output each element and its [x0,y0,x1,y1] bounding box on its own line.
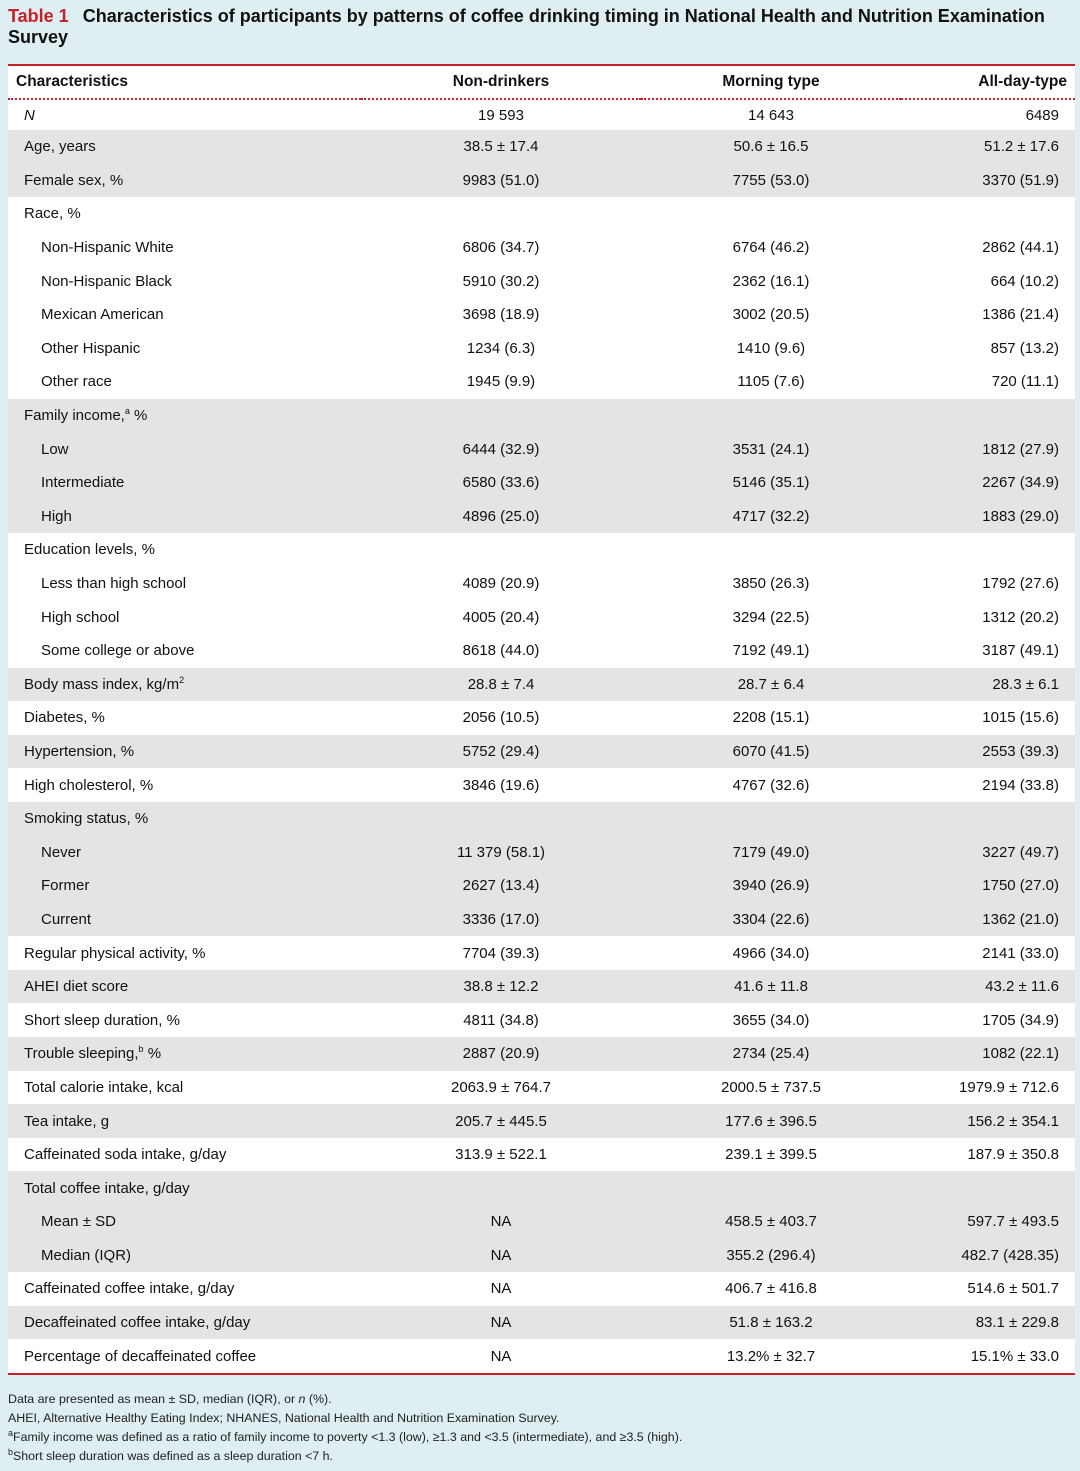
table-row [8,1171,1075,1205]
table-row [8,500,1075,534]
table-row [8,99,1075,130]
cell-non-drinkers: 2887 (20.9) [361,1037,641,1071]
table-row [8,231,1075,265]
cell-non-drinkers: NA [490,1347,512,1365]
table-row [8,365,1075,399]
cell-non-drinkers: 19 593 [478,106,524,124]
row-label: Short sleep duration, % [24,1011,180,1029]
table-row [8,802,1075,836]
row-label: High school [41,608,120,626]
cell-morning-type: 3940 (26.9) [641,869,901,903]
cell-non-drinkers: 38.8 ± 12.2 [361,970,641,1004]
cell-all-day-type: 664 (10.2) [990,272,1059,290]
header-non-drinkers: Non-drinkers [361,66,641,99]
cell-non-drinkers: 2063.9 ± 764.7 [451,1078,551,1096]
cell-non-drinkers: 1945 (9.9) [466,373,536,391]
header-all-day-type: All-day-type [901,66,1075,99]
row-label: Tea intake, g [8,1104,361,1138]
footnote-text: Family income was defined as a ratio of family income to poverty <1.3 (low), ≥1.3 and <3.5 (intermediate), and ≥3.5 (high). [13,1430,683,1444]
table-row [8,1272,1075,1306]
cell-morning-type: 50.6 ± 16.5 [641,130,901,164]
cell-morning-type: 7755 (53.0) [641,164,901,198]
table-footnotes [8,1390,1072,1466]
table-row [8,1003,1075,1037]
table-row [8,197,1075,231]
cell-all-day-type: 1812 (27.9) [901,432,1075,466]
footnote-b [8,1447,1072,1466]
cell-morning-type [641,399,901,433]
cell-morning-type [641,533,901,567]
cell-all-day-type: 3187 (49.1) [982,642,1059,660]
row-label [8,1037,361,1071]
row-label [8,399,361,433]
cell-non-drinkers: NA [490,1280,512,1298]
cell-morning-type: 5146 (35.1) [641,466,901,500]
footnote-marker: b [8,1446,14,1457]
table-row [8,399,1075,433]
row-label: Less than high school [41,575,187,593]
cell-non-drinkers [361,1171,641,1205]
cell-morning-type: 3304 (22.6) [641,903,901,937]
cell-morning-type: 3655 (34.0) [732,1011,810,1029]
footnote-text: Short sleep duration was defined as a sleep duration <7 h. [13,1449,333,1463]
cell-morning-type: 13.2% ± 32.7 [726,1347,816,1365]
table-row [8,466,1075,500]
table-row [8,332,1075,366]
superscript: 2 [179,674,185,685]
row-label-text: Body mass index, kg/m [24,675,180,693]
row-label: Mean ± SD [8,1205,361,1239]
cell-non-drinkers [361,533,641,567]
table-row [8,1037,1075,1071]
table-row [8,164,1075,198]
table-header-row [8,66,1075,99]
table-row [8,1071,1075,1105]
row-label: Other race [41,373,112,391]
cell-non-drinkers: 313.9 ± 522.1 [455,1146,547,1164]
cell-morning-type: 14 643 [748,106,794,124]
table-row [8,668,1075,702]
cell-all-day-type [901,399,1075,433]
cell-morning-type: 3531 (24.1) [641,432,901,466]
cell-all-day-type: 28.3 ± 6.1 [901,668,1075,702]
cell-non-drinkers: 8618 (44.0) [462,642,540,660]
table-row [8,970,1075,1004]
cell-non-drinkers [361,399,641,433]
table-row [8,869,1075,903]
characteristics-table-container [8,64,1075,1375]
row-label: Never [8,835,361,869]
cell-morning-type: 3294 (22.5) [732,608,810,626]
cell-all-day-type: 1792 (27.6) [982,575,1059,593]
cell-all-day-type: 482.7 (428.35) [901,1239,1075,1273]
row-label: Caffeinated coffee intake, g/day [24,1280,235,1298]
footnote-marker: a [124,406,130,417]
table-row [8,768,1075,802]
row-label: Former [8,869,361,903]
cell-all-day-type: 156.2 ± 354.1 [901,1104,1075,1138]
cell-morning-type: 4966 (34.0) [732,944,810,962]
row-label: Diabetes, % [24,709,105,727]
cell-all-day-type [901,533,1075,567]
cell-all-day-type: 1705 (34.9) [982,1011,1059,1029]
cell-all-day-type: 2267 (34.9) [901,466,1075,500]
row-label: Percentage of decaffeinated coffee [24,1347,257,1365]
table-row [8,735,1075,769]
cell-morning-type: 2000.5 ± 737.5 [721,1078,821,1096]
footnote-marker: a [8,1427,14,1438]
cell-non-drinkers: 4896 (25.0) [361,500,641,534]
cell-all-day-type: 2553 (39.3) [901,735,1075,769]
cell-morning-type: 1105 (7.6) [737,373,805,391]
cell-non-drinkers: 205.7 ± 445.5 [361,1104,641,1138]
cell-morning-type: 51.8 ± 163.2 [641,1306,901,1340]
header-characteristics: Characteristics [8,66,361,99]
row-label-text: Trouble sleeping, [24,1045,139,1063]
row-label: Female sex, % [8,164,361,198]
cell-morning-type [641,197,901,231]
table-row [8,701,1075,735]
cell-all-day-type: 1386 (21.4) [982,306,1059,324]
row-label: High cholesterol, % [24,776,154,794]
cell-all-day-type: 1979.9 ± 712.6 [959,1078,1059,1096]
cell-morning-type: 2734 (25.4) [641,1037,901,1071]
table-row [8,634,1075,668]
cell-morning-type: 41.6 ± 11.8 [641,970,901,1004]
row-label: AHEI diet score [8,970,361,1004]
cell-all-day-type: 857 (13.2) [990,339,1059,357]
cell-non-drinkers: 6580 (33.6) [361,466,641,500]
footnote-abbreviations: AHEI, Alternative Healthy Eating Index; NHANES, National Health and Nutrition Examination Survey. [8,1411,560,1425]
cell-non-drinkers: 4005 (20.4) [462,608,540,626]
row-label: Total coffee intake, g/day [8,1171,361,1205]
cell-non-drinkers [361,197,641,231]
cell-morning-type [641,1171,901,1205]
row-label: Race, % [24,205,81,223]
cell-all-day-type: 1312 (20.2) [982,608,1059,626]
row-label-suffix: % [143,1045,162,1063]
row-label [8,668,361,702]
cell-morning-type: 7179 (49.0) [641,835,901,869]
cell-all-day-type: 597.7 ± 493.5 [901,1205,1075,1239]
cell-non-drinkers: 28.8 ± 7.4 [361,668,641,702]
cell-non-drinkers: NA [361,1239,641,1273]
cell-morning-type: 4717 (32.2) [641,500,901,534]
cell-all-day-type: 2194 (33.8) [982,776,1059,794]
cell-morning-type: 6764 (46.2) [732,239,810,257]
table-row [8,1104,1075,1138]
cell-all-day-type [901,1171,1075,1205]
cell-non-drinkers: 38.5 ± 17.4 [361,130,641,164]
row-label: Median (IQR) [8,1239,361,1273]
cell-non-drinkers: 9983 (51.0) [361,164,641,198]
table-row [8,1138,1075,1172]
row-label: Total calorie intake, kcal [24,1078,184,1096]
cell-all-day-type: 43.2 ± 11.6 [901,970,1075,1004]
cell-all-day-type: 1883 (29.0) [901,500,1075,534]
cell-all-day-type: 2862 (44.1) [982,239,1059,257]
cell-morning-type: 3002 (20.5) [732,306,810,324]
table-row [8,1239,1075,1273]
cell-all-day-type: 51.2 ± 17.6 [901,130,1075,164]
row-label: Intermediate [8,466,361,500]
cell-all-day-type: 15.1% ± 33.0 [970,1347,1059,1365]
table-label: Table 1 [8,6,69,26]
cell-all-day-type [901,802,1075,836]
row-label: Age, years [8,130,361,164]
row-label: Smoking status, % [8,802,361,836]
cell-non-drinkers [361,802,641,836]
table-title-text: Characteristics of participants by patterns of coffee drinking timing in National Health and Nutrition Examination Survey [8,6,1045,47]
cell-non-drinkers: 2627 (13.4) [361,869,641,903]
row-label: Education levels, % [24,541,155,559]
cell-morning-type: 3850 (26.3) [732,575,810,593]
table-row [8,567,1075,601]
cell-all-day-type: 83.1 ± 229.8 [901,1306,1075,1340]
cell-morning-type: 7192 (49.1) [732,642,810,660]
table-row [8,130,1075,164]
cell-all-day-type: 1362 (21.0) [901,903,1075,937]
cell-all-day-type: 3370 (51.9) [901,164,1075,198]
footnote-a [8,1428,1072,1447]
cell-all-day-type: 1015 (15.6) [982,709,1059,727]
table-row [8,533,1075,567]
cell-non-drinkers: 7704 (39.3) [462,944,540,962]
footnote-italic-n: n [298,1392,306,1406]
row-label: Low [8,432,361,466]
row-label: Mexican American [41,306,164,324]
cell-non-drinkers: 3846 (19.6) [462,776,540,794]
cell-all-day-type: 6489 [1025,106,1059,124]
table-row [8,432,1075,466]
cell-morning-type: 458.5 ± 403.7 [641,1205,901,1239]
row-label: Some college or above [41,642,195,660]
cell-non-drinkers: 3698 (18.9) [462,306,540,324]
cell-morning-type: 406.7 ± 416.8 [725,1280,817,1298]
characteristics-table [8,66,1075,1373]
cell-non-drinkers: 3336 (17.0) [361,903,641,937]
cell-all-day-type: 187.9 ± 350.8 [967,1146,1059,1164]
cell-all-day-type: 1750 (27.0) [901,869,1075,903]
footnote-data-format [8,1390,1072,1409]
row-label: Non-Hispanic White [41,239,174,257]
row-label-suffix: % [129,407,148,425]
table-row [8,1205,1075,1239]
table-row [8,1339,1075,1373]
cell-non-drinkers: NA [361,1205,641,1239]
row-label: Caffeinated soda intake, g/day [24,1146,227,1164]
table-row [8,264,1075,298]
footnote-marker: b [138,1044,144,1055]
footnote-text: Data are presented as mean ± SD, median (IQR), or [8,1392,299,1406]
table-title [8,6,1072,48]
cell-morning-type: 239.1 ± 399.5 [725,1146,817,1164]
table-row [8,1306,1075,1340]
cell-all-day-type: 3227 (49.7) [901,835,1075,869]
table-row [8,835,1075,869]
table-row [8,903,1075,937]
cell-morning-type: 177.6 ± 396.5 [641,1104,901,1138]
cell-morning-type: 28.7 ± 6.4 [641,668,901,702]
row-label: Hypertension, % [8,735,361,769]
row-label: Other Hispanic [41,339,141,357]
row-label: Non-Hispanic Black [41,272,172,290]
table-row [8,936,1075,970]
header-morning-type: Morning type [641,66,901,99]
cell-morning-type: 2362 (16.1) [732,272,810,290]
cell-non-drinkers: NA [361,1306,641,1340]
row-label: Current [8,903,361,937]
cell-all-day-type: 2141 (33.0) [982,944,1059,962]
cell-non-drinkers: 4089 (20.9) [462,575,540,593]
cell-non-drinkers: 6806 (34.7) [462,239,540,257]
cell-morning-type: 4767 (32.6) [732,776,810,794]
cell-morning-type: 6070 (41.5) [641,735,901,769]
row-label: High [8,500,361,534]
cell-non-drinkers: 11 379 (58.1) [361,835,641,869]
table-row [8,600,1075,634]
cell-all-day-type: 1082 (22.1) [901,1037,1075,1071]
row-label: Decaffeinated coffee intake, g/day [8,1306,361,1340]
cell-morning-type: 2208 (15.1) [732,709,810,727]
cell-morning-type [641,802,901,836]
table-row [8,298,1075,332]
cell-non-drinkers: 5910 (30.2) [462,272,540,290]
cell-morning-type: 355.2 (296.4) [641,1239,901,1273]
cell-non-drinkers: 1234 (6.3) [466,339,536,357]
cell-non-drinkers: 6444 (32.9) [361,432,641,466]
table-title-block [0,0,1080,56]
row-label-text: Family income, [24,407,125,425]
cell-all-day-type: 514.6 ± 501.7 [967,1280,1059,1298]
cell-all-day-type [901,197,1075,231]
cell-non-drinkers: 4811 (34.8) [463,1011,539,1029]
row-label: N [24,106,35,124]
cell-non-drinkers: 5752 (29.4) [361,735,641,769]
footnote-text: (%). [305,1392,332,1406]
cell-morning-type: 1410 (9.6) [736,339,806,357]
cell-all-day-type: 720 (11.1) [991,373,1059,391]
cell-non-drinkers: 2056 (10.5) [462,709,540,727]
row-label: Regular physical activity, % [24,944,206,962]
